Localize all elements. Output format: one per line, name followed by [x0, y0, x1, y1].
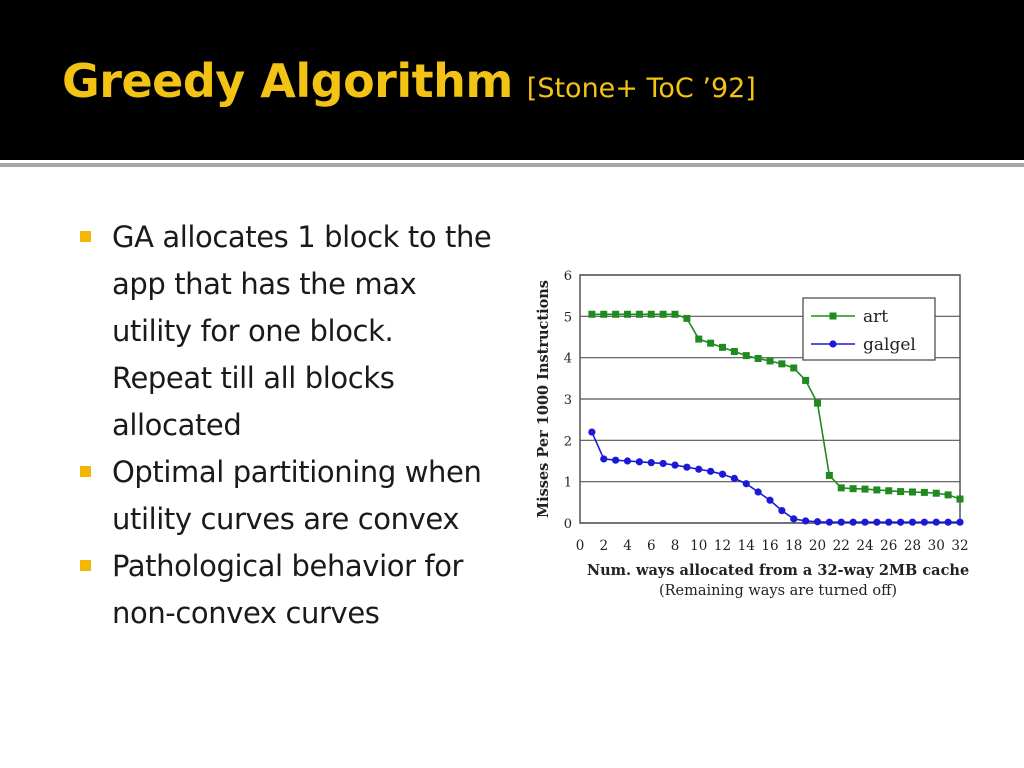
- galgel-point: [790, 515, 797, 522]
- galgel-point: [802, 517, 809, 524]
- galgel-point: [731, 475, 738, 482]
- x-tick-label: 26: [880, 538, 898, 554]
- galgel-point: [660, 460, 667, 467]
- art-point: [636, 311, 643, 318]
- legend-label: galgel: [863, 335, 916, 355]
- art-point: [612, 311, 619, 318]
- galgel-line: [592, 432, 960, 522]
- bullet-square-icon: [80, 560, 91, 571]
- x-tick-label: 32: [951, 538, 969, 554]
- galgel-point: [755, 488, 762, 495]
- galgel-point: [921, 519, 928, 526]
- galgel-point: [933, 519, 940, 526]
- galgel-point: [648, 459, 655, 466]
- art-point: [600, 311, 607, 318]
- slide-title: [62, 54, 756, 108]
- bullet-square-icon: [80, 231, 91, 242]
- galgel-point: [695, 466, 702, 473]
- art-point: [921, 489, 928, 496]
- galgel-point: [826, 519, 833, 526]
- art-point: [838, 484, 845, 491]
- bullet-item: [78, 214, 498, 449]
- art-point: [778, 360, 785, 367]
- x-tick-label: 6: [646, 538, 656, 554]
- galgel-point: [778, 507, 785, 514]
- galgel-point: [612, 457, 619, 464]
- galgel-point: [838, 519, 845, 526]
- x-tick-label: 20: [808, 538, 827, 554]
- art-point: [588, 311, 595, 318]
- y-tick-label: 3: [563, 393, 572, 408]
- galgel-point: [909, 519, 916, 526]
- x-axis-label: Num. ways allocated from a 32-way 2MB cache: [586, 562, 970, 579]
- title-text: Greedy Algorithm: [62, 54, 513, 108]
- art-point: [873, 486, 880, 493]
- x-tick-label: 22: [832, 538, 850, 554]
- x-tick-label: 16: [761, 538, 779, 554]
- art-point: [862, 486, 869, 493]
- y-axis-label: Misses Per 1000 Instructions: [535, 280, 552, 518]
- galgel-point: [814, 518, 821, 525]
- art-point: [909, 489, 916, 496]
- legend-circle-marker-icon: [829, 340, 836, 347]
- x-tick-label: 18: [785, 538, 803, 554]
- bullet-list: [78, 214, 498, 637]
- y-tick-label: 0: [563, 517, 572, 532]
- art-point: [885, 487, 892, 494]
- y-tick-label: 2: [563, 434, 572, 450]
- galgel-point: [707, 468, 714, 475]
- x-tick-label: 8: [670, 538, 680, 554]
- x-tick-label: 12: [713, 538, 732, 554]
- x-axis-sublabel: (Remaining ways are turned off): [658, 583, 898, 599]
- bullet-text: Pathological behavior for non-convex curves: [112, 549, 464, 630]
- bullet-text: GA allocates 1 block to the app that has the max utility for one block. Repeat till all blocks allocated: [112, 220, 492, 442]
- galgel-point: [850, 519, 857, 526]
- galgel-point: [719, 471, 726, 478]
- x-tick-label: 30: [927, 538, 945, 554]
- art-point: [850, 485, 857, 492]
- galgel-point: [743, 480, 750, 487]
- y-tick-label: 6: [563, 269, 572, 284]
- galgel-point: [873, 519, 880, 526]
- bullet-text: Optimal partitioning when utility curves are convex: [112, 455, 482, 536]
- galgel-point: [885, 519, 892, 526]
- art-point: [743, 352, 750, 359]
- y-tick-label: 5: [563, 310, 572, 326]
- galgel-point: [600, 455, 607, 462]
- art-point: [957, 496, 964, 503]
- legend-square-marker-icon: [830, 313, 837, 320]
- art-point: [731, 348, 738, 355]
- art-point: [648, 311, 655, 318]
- galgel-point: [588, 428, 595, 435]
- art-point: [660, 311, 667, 318]
- galgel-point: [897, 519, 904, 526]
- x-tick-label: 0: [575, 538, 585, 554]
- art-point: [897, 488, 904, 495]
- art-point: [755, 355, 762, 362]
- miss-rate-chart: [528, 258, 988, 608]
- galgel-point: [956, 519, 963, 526]
- galgel-point: [683, 464, 690, 471]
- title-citation: [Stone+ ToC ’92]: [526, 73, 756, 104]
- x-tick-label: 14: [737, 538, 755, 554]
- art-point: [826, 472, 833, 479]
- art-point: [707, 340, 714, 347]
- y-tick-label: 1: [563, 475, 572, 491]
- x-tick-label: 24: [856, 538, 874, 554]
- x-tick-label: 10: [690, 538, 708, 554]
- y-tick-label: 4: [563, 351, 572, 367]
- title-divider: [0, 163, 1024, 167]
- galgel-point: [766, 497, 773, 504]
- art-point: [945, 491, 952, 498]
- x-tick-label: 28: [903, 538, 922, 554]
- bullet-square-icon: [80, 466, 91, 477]
- legend-label: art: [863, 307, 889, 327]
- bullet-item: [78, 543, 498, 637]
- galgel-point: [945, 519, 952, 526]
- galgel-point: [671, 462, 678, 469]
- bullet-item: [78, 449, 498, 543]
- art-point: [672, 311, 679, 318]
- galgel-point: [624, 457, 631, 464]
- art-point: [624, 311, 631, 318]
- series-galgel: [588, 428, 963, 525]
- galgel-point: [636, 458, 643, 465]
- art-point: [695, 336, 702, 343]
- chart-legend: [803, 298, 935, 360]
- art-point: [719, 344, 726, 351]
- x-tick-label: 4: [623, 538, 632, 554]
- art-point: [933, 490, 940, 497]
- art-point: [767, 357, 774, 364]
- art-point: [814, 400, 821, 407]
- art-point: [683, 315, 690, 322]
- galgel-point: [861, 519, 868, 526]
- art-point: [790, 365, 797, 372]
- x-tick-label: 2: [599, 538, 609, 554]
- art-point: [802, 377, 809, 384]
